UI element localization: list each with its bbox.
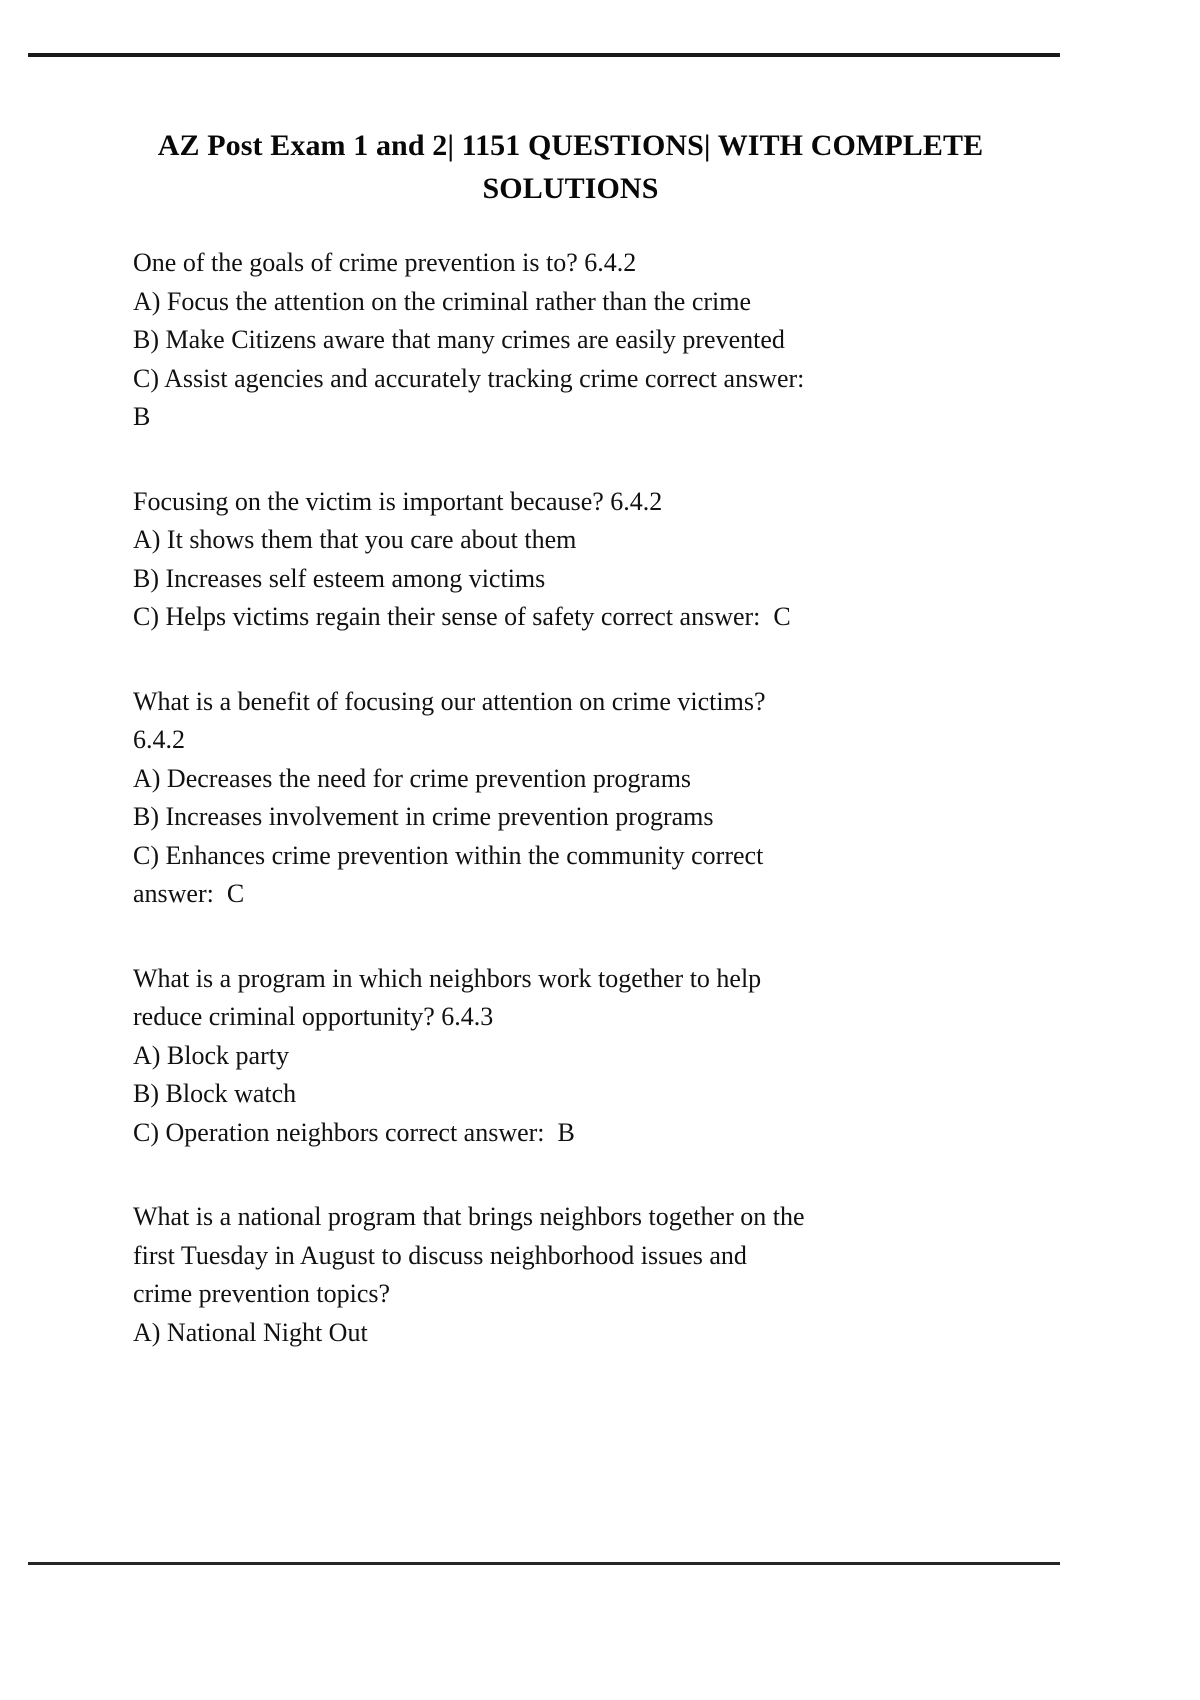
answer-option-b: B) Block watch (133, 1079, 297, 1109)
question-prompt-continued-2: crime prevention topics? (133, 1279, 391, 1309)
page-title: AZ Post Exam 1 and 2| 1151 QUESTIONS| WITH COMPLETE SOLUTIONS (157, 129, 984, 205)
question-prompt-continued: first Tuesday in August to discuss neighborhood issues and (133, 1240, 747, 1270)
answer-option-a: A) National Night Out (133, 1317, 368, 1347)
question-reference: 6.4.2 (133, 725, 185, 755)
question-prompt: Focusing on the victim is important because? 6.4.2 (133, 486, 663, 516)
answer-option-b: B) Increases self esteem among victims (133, 563, 546, 593)
question-block-4 (133, 960, 1008, 1153)
page-top-rule (28, 53, 1060, 57)
question-block-1 (133, 244, 1008, 437)
answer-option-b: B) Increases involvement in crime prevention programs (133, 802, 714, 832)
answer-option-a: A) Block party (133, 1040, 289, 1070)
question-prompt: What is a benefit of focusing our attention on crime victims? (133, 686, 766, 716)
answer-option-c: C) Operation neighbors correct answer: B (133, 1117, 575, 1147)
answer-option-c: C) Assist agencies and accurately tracking crime correct answer: (133, 363, 805, 393)
answer-option-a: A) It shows them that you care about them (133, 525, 577, 555)
answer-option-b: B) Make Citizens aware that many crimes are easily prevented (133, 325, 785, 355)
question-block-3 (133, 683, 1008, 914)
document-content (133, 125, 1008, 1352)
question-prompt: What is a program in which neighbors work together to help (133, 963, 762, 993)
answer-option-a: A) Decreases the need for crime prevention programs (133, 763, 692, 793)
correct-answer-value: B (133, 402, 151, 432)
correct-answer-value: answer: C (133, 879, 245, 909)
answer-option-c: C) Helps victims regain their sense of safety correct answer: C (133, 602, 791, 632)
question-prompt: What is a national program that brings neighbors together on the (133, 1202, 805, 1232)
question-block-5 (133, 1198, 1008, 1352)
question-block-2 (133, 483, 1008, 637)
question-prompt: One of the goals of crime prevention is to? 6.4.2 (133, 248, 637, 278)
answer-option-a: A) Focus the attention on the criminal rather than the crime (133, 286, 752, 316)
page-bottom-rule (28, 1562, 1060, 1565)
answer-option-c: C) Enhances crime prevention within the community correct (133, 840, 764, 870)
question-prompt-continued: reduce criminal opportunity? 6.4.3 (133, 1002, 494, 1032)
